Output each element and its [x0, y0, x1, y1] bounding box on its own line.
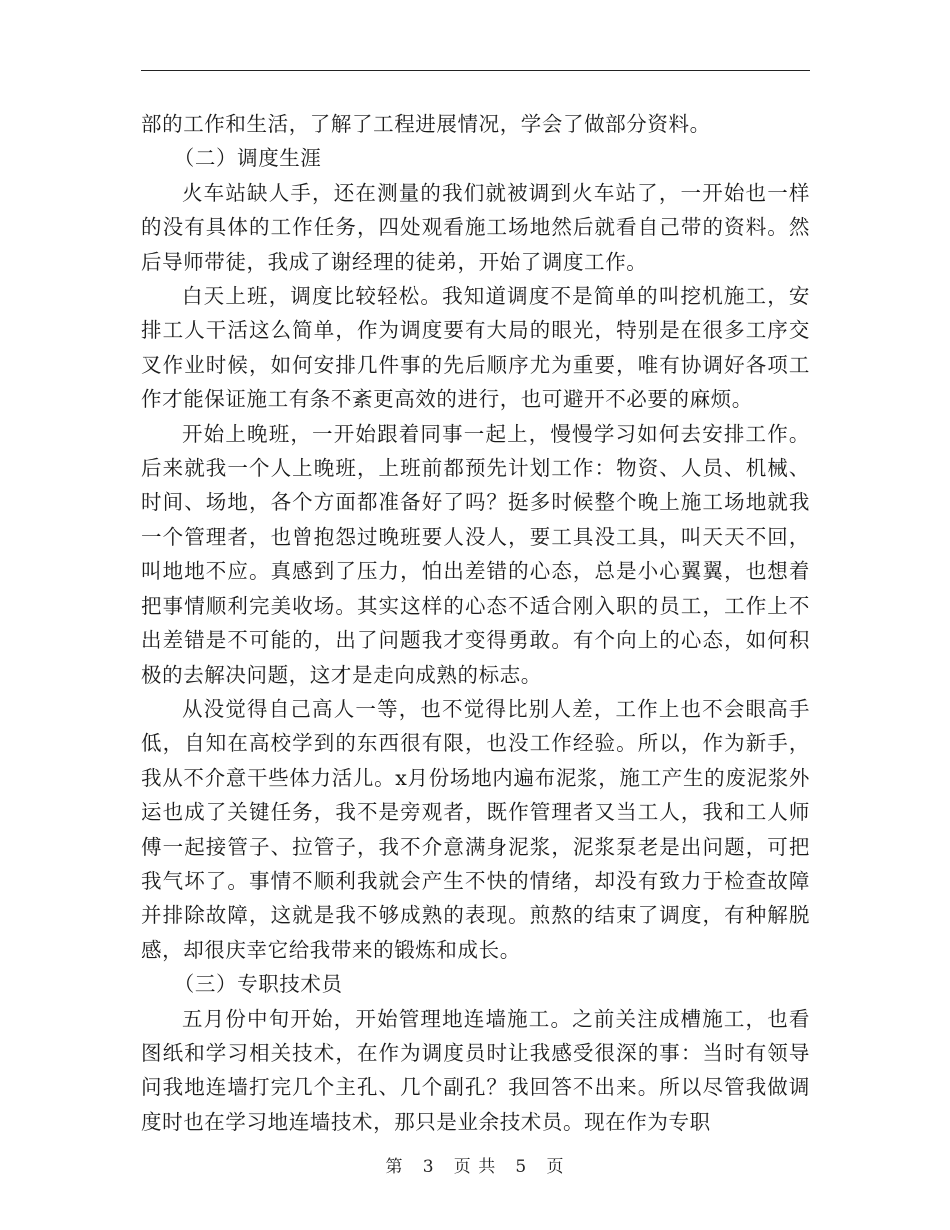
body-paragraph: 白天上班，调度比较轻松。我知道调度不是简单的叫挖机施工，安排工人干活这么简单，作为调度要有大局的眼光，特别是在很多工序交叉作业时候，如何安排几件事的先后顺序尤为重要，唯有协调好各项工作才能保证施工有条不紊更高效的进行，也可避开不必要的麻烦。 — [141, 284, 810, 412]
body-paragraph: 部的工作和生活，了解了工程进展情况，学会了做部分资料。 — [141, 112, 711, 136]
body-paragraph: 火车站缺人手，还在测量的我们就被调到火车站了，一开始也一样的没有具体的工作任务，四处观看施工场地然后就看自己带的资料。然后导师带徒，我成了谢经理的徒弟，开始了调度工作。 — [141, 180, 810, 274]
footer-suffix: 页 — [546, 1157, 565, 1177]
page-footer — [0, 1152, 950, 1177]
footer-prefix: 第 — [385, 1157, 404, 1177]
footer-current-page: 3 — [422, 1157, 435, 1177]
header-rule — [141, 70, 810, 71]
body-paragraph: 从没觉得自己高人一等，也不觉得比别人差，工作上也不会眼高手低，自知在高校学到的东西很有限，也没工作经验。所以，作为新手，我从不介意干些体力活儿。x月份场地内遍布泥浆，施工产生的废泥浆外运也成了关键任务，我不是旁观者，既作管理者又当工人，我和工人师傅一起接管子、拉管子，我不介意满身泥浆，泥浆泵老是出问题，可把我气坏了。事情不顺利我就会产生不快的情绪，却没有致力于检查故障并排除故障，这就是我不够成熟的表现。煎熬的结束了调度，有种解脱感，却很庆幸它给我带来的锻炼和成长。 — [141, 696, 810, 962]
footer-middle: 页 共 — [453, 1157, 497, 1177]
section-heading: （二）调度生涯 — [173, 146, 322, 171]
footer-total-pages: 5 — [515, 1157, 528, 1177]
section-heading: （三）专职技术员 — [173, 972, 343, 997]
document-body — [141, 107, 810, 1139]
body-paragraph: 开始上晚班，一开始跟着同事一起上，慢慢学习如何去安排工作。后来就我一个人上晚班，上班前都预先计划工作：物资、人员、机械、时间、场地，各个方面都准备好了吗？挺多时候整个晚上施工场地就我一个管理者，也曾抱怨过晚班要人没人，要工具没工具，叫天天不回，叫地地不应。真感到了压力，怕出差错的心态，总是小心翼翼，也想着把事情顺利完美收场。其实这样的心态不适合刚入职的员工，工作上不出差错是不可能的，出了问题我才变得勇敢。有个向上的心态，如何积极的去解决问题，这才是走向成熟的标志。 — [141, 421, 810, 687]
body-paragraph: 五月份中旬开始，开始管理地连墙施工。之前关注成槽施工，也看图纸和学习相关技术，在作为调度员时让我感受很深的事：当时有领导问我地连墙打完几个主孔、几个副孔？我回答不出来。所以尽管我做调度时也在学习地连墙技术，那只是业余技术员。现在作为专职 — [141, 1006, 810, 1134]
